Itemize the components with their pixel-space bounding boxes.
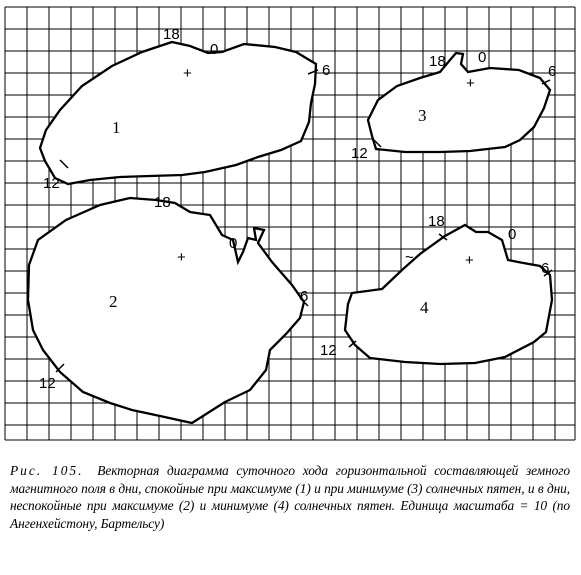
label-0: 0 bbox=[508, 226, 517, 243]
diagram-1-outline bbox=[40, 42, 316, 184]
label-6: 6 bbox=[300, 288, 309, 305]
diagram-2-number: 2 bbox=[109, 292, 118, 311]
diagram-1-number: 1 bbox=[112, 118, 121, 137]
label-12: 12 bbox=[320, 342, 337, 359]
label-12: 12 bbox=[43, 175, 60, 192]
diagram-4-number: 4 bbox=[420, 298, 429, 317]
caption-text: Векторная диаграмма суточного хода горизонтальной составляющей земного магнитного поля в дни, спокойные при максимуме (1) и при минимуме (3) солнечных пятен, и в дни, неспокойные при максимуме (2) и минимуме (4) солнечных пятен. Единица масштаба = 10 (по Ангенхейстону, Бартельсу) bbox=[10, 463, 570, 531]
diagram-3 bbox=[351, 49, 556, 162]
diagram-3-number: 3 bbox=[418, 106, 427, 125]
center-plus: + bbox=[177, 249, 186, 266]
label-21: ~ bbox=[405, 249, 414, 266]
diagram-2 bbox=[28, 194, 308, 423]
figure-caption bbox=[10, 462, 570, 532]
diagram-3-outline bbox=[368, 53, 550, 152]
center-plus: + bbox=[465, 252, 474, 269]
label-6: 6 bbox=[541, 260, 550, 277]
diagram-4-outline bbox=[345, 225, 552, 364]
label-18: 18 bbox=[163, 26, 180, 43]
label-0: 0 bbox=[210, 41, 219, 58]
label-18: 18 bbox=[428, 213, 445, 230]
label-6: 6 bbox=[322, 62, 331, 79]
label-0: 0 bbox=[478, 49, 487, 66]
diagram-4 bbox=[320, 213, 552, 364]
label-18: 18 bbox=[154, 194, 171, 211]
label-12: 12 bbox=[351, 145, 368, 162]
center-plus: + bbox=[466, 75, 475, 92]
label-0: 0 bbox=[229, 235, 238, 252]
label-6: 6 bbox=[548, 63, 557, 80]
diagram-2-outline bbox=[28, 198, 304, 423]
label-12: 12 bbox=[39, 375, 56, 392]
figure-label: Рис. 105. bbox=[10, 463, 84, 478]
label-18: 18 bbox=[429, 53, 446, 70]
center-plus: + bbox=[183, 65, 192, 82]
